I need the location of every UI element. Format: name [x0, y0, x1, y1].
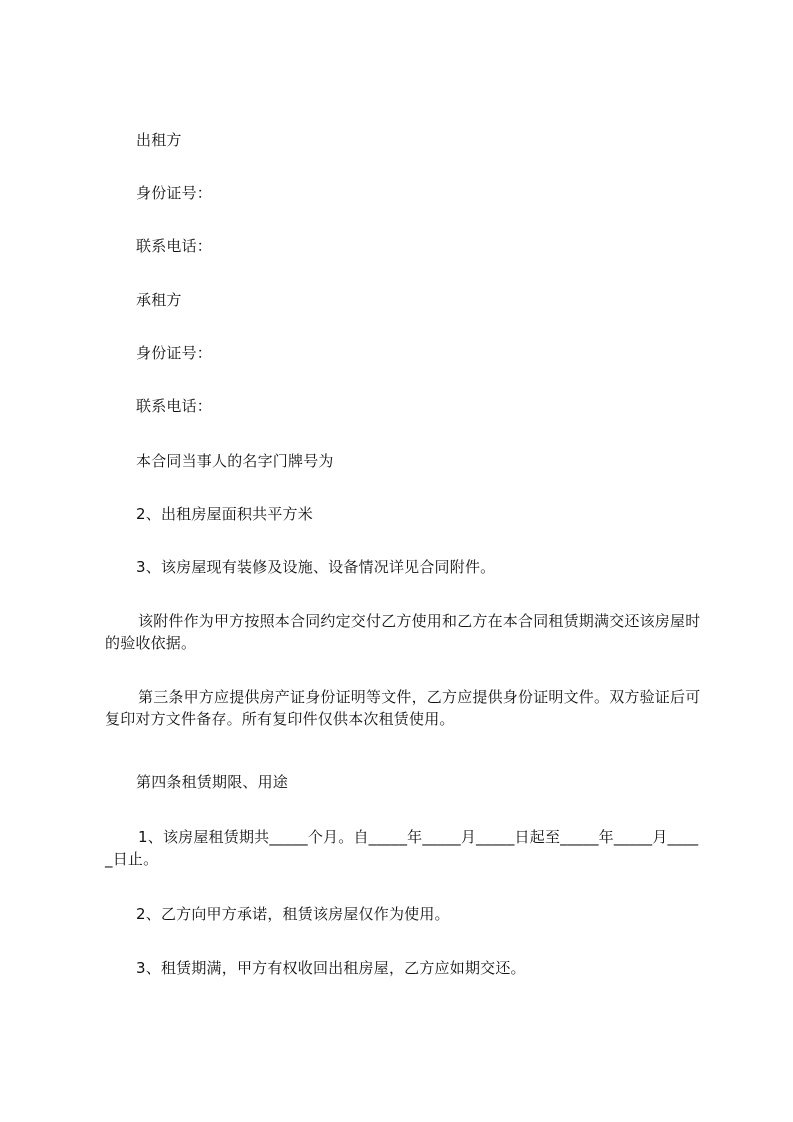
article-four-heading: 第四条租赁期限、用途	[136, 773, 289, 791]
expiry-clause: 3、租赁期满，甲方有权收回出租房屋，乙方应如期交还。	[136, 959, 526, 977]
area-clause: 2、出租房屋面积共平方米	[136, 505, 313, 523]
lessee-phone-label: 联系电话：	[136, 397, 213, 415]
facilities-clause: 3、该房屋现有装修及设施、设备情况详见合同附件。	[136, 558, 496, 576]
usage-clause: 2、乙方向甲方承诺，租赁该房屋仅作为使用。	[136, 905, 450, 923]
lessor-label: 出租方	[136, 131, 182, 149]
lessee-label: 承租方	[136, 291, 182, 309]
attachment-paragraph: 该附件作为甲方按照本合同约定交付乙方使用和乙方在本合同租赁期满交还该房屋时的验收依据。	[105, 612, 701, 652]
lessor-id-label: 身份证号：	[136, 184, 213, 202]
lessee-id-label: 身份证号：	[136, 344, 213, 362]
lessor-phone-label: 联系电话：	[136, 237, 213, 255]
parties-address-paragraph: 本合同当事人的名字门牌号为	[136, 452, 334, 470]
article-three-paragraph: 第三条甲方应提供房产证身份证明等文件，乙方应提供身份证明文件。双方验证后可复印对方文件备存。所有复印件仅供本次租赁使用。	[105, 688, 701, 728]
lease-term-clause: 1、该房屋租赁期共_____个月。自_____年_____月_____日起至_____年_____月_____日止。	[105, 828, 699, 868]
